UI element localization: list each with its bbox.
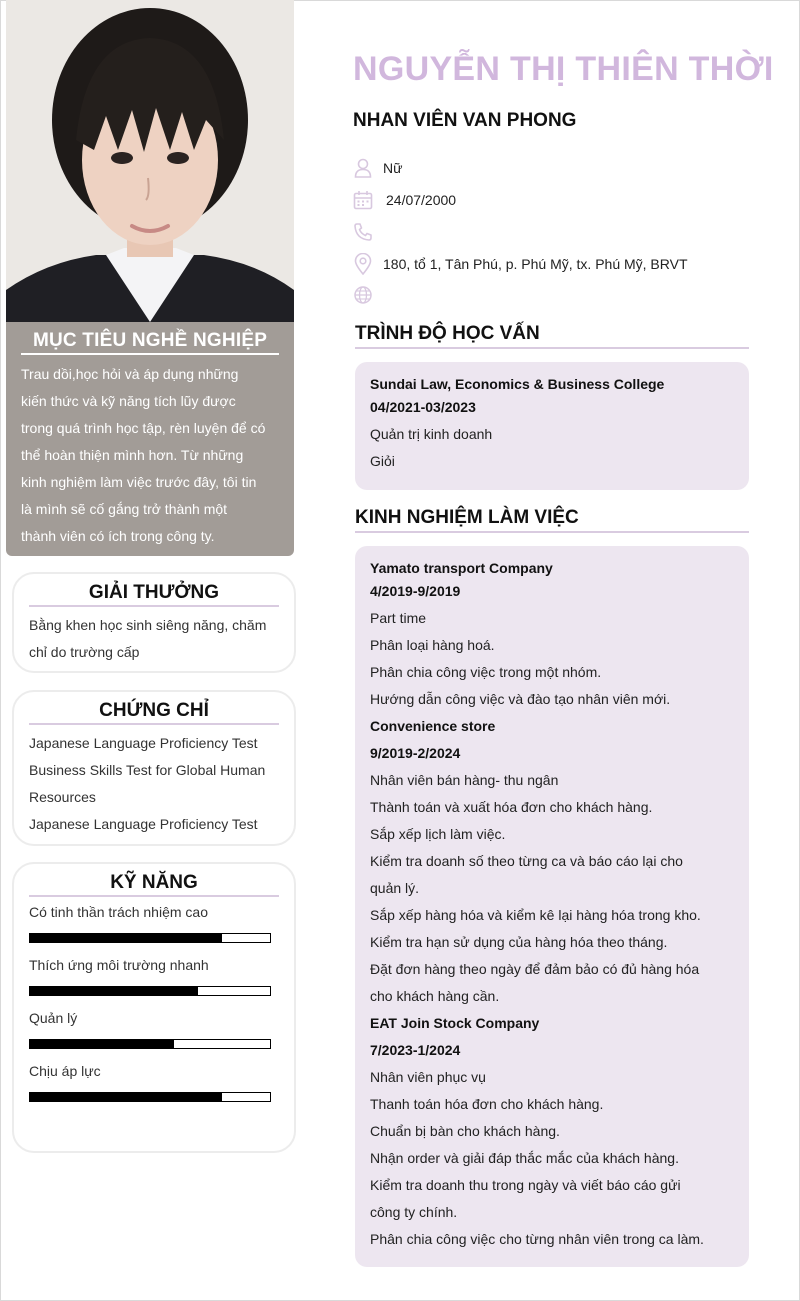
awards-line: Bằng khen học sinh siêng năng, chăm [29,617,267,633]
job-detail: Sắp xếp hàng hóa và kiểm kê lại hàng hóa trong kho. [370,907,701,923]
phone-row [353,220,383,244]
education-school: Sundai Law, Economics & Business College [370,376,665,392]
profile-photo [6,0,294,322]
job-company: Convenience store [370,718,496,734]
education-panel [355,362,749,490]
career-objective-line: kinh nghiệm làm việc trước đây, tôi tin [21,474,257,490]
portrait-image [6,0,294,322]
job-period: 9/2019-2/2024 [370,745,461,761]
skill-level-fill [30,1093,222,1101]
job-detail: Kiểm tra doanh số theo từng ca và báo cáo lại cho [370,853,683,869]
education-major: Quản trị kinh doanh [370,426,493,442]
skill-level-bar [29,1092,271,1102]
skill-level-fill [30,934,222,942]
career-objective-line: trong quá trình học tập, rèn luyện để có [21,420,266,436]
birthdate-row [353,188,456,212]
job-detail: cho khách hàng cần. [370,988,500,1004]
job-detail: Phân chia công việc cho từng nhân viên trong ca làm. [370,1231,704,1247]
job-detail: Đặt đơn hàng theo ngày để đảm bảo có đủ hàng hóa [370,961,700,977]
certificate-line: Resources [29,789,96,805]
skills-heading: KỸ NĂNG [29,872,279,897]
job-detail: công ty chính. [370,1204,458,1220]
calendar-icon [353,189,373,211]
job-detail: Nhân viên phục vụ [370,1069,486,1085]
awards-line: chỉ do trường cấp [29,644,140,660]
job-detail: Nhân viên bán hàng- thu ngân [370,772,559,788]
skill-level-bar [29,1039,271,1049]
skill-level-fill [30,987,198,995]
career-objective-line: là mình sẽ cố gắng trở thành một [21,501,228,517]
job-detail: Thanh toán hóa đơn cho khách hàng. [370,1096,604,1112]
person-icon [353,157,373,179]
birthdate-value: 24/07/2000 [386,192,457,208]
certificates-card [12,690,296,846]
job-detail: Sắp xếp lịch làm việc. [370,826,506,842]
address-value: 180, tổ 1, Tân Phú, p. Phú Mỹ, tx. Phú Mỹ, BRVT [383,256,688,272]
career-objective-line: kiến thức và kỹ năng tích lũy được [21,393,236,409]
job-detail: Hướng dẫn công việc và đào tạo nhân viên mới. [370,691,671,707]
job-detail: Nhận order và giải đáp thắc mắc của khách hàng. [370,1150,679,1166]
job-detail: Kiểm tra hạn sử dụng của hàng hóa theo tháng. [370,934,668,950]
career-objective-line: Trau dồi,học hỏi và áp dụng những [21,366,239,382]
job-period: 4/2019-9/2019 [370,583,461,599]
globe-icon [353,284,373,306]
job-title: NHAN VIÊN VAN PHONG [353,110,577,131]
gender-value: Nữ [383,160,403,176]
job-company: EAT Join Stock Company [370,1015,540,1031]
job-detail: Phân loại hàng hoá. [370,637,495,653]
phone-icon [353,221,373,243]
awards-heading: GIẢI THƯỞNG [29,582,279,607]
awards-card [12,572,296,673]
job-detail: Chuẩn bị bàn cho khách hàng. [370,1123,560,1139]
skill-name: Có tinh thần trách nhiệm cao [29,904,208,920]
job-detail: Part time [370,610,427,626]
skill-level-bar [29,986,271,996]
skill-name: Chịu áp lực [29,1063,101,1079]
education-heading: TRÌNH ĐỘ HỌC VẤN [355,323,749,349]
career-objective-heading: MỤC TIÊU NGHỀ NGHIỆP [21,330,279,355]
job-company: Yamato transport Company [370,560,553,576]
job-detail: Phân chia công việc trong một nhóm. [370,664,602,680]
career-objective-panel [6,322,294,556]
certificate-line: Japanese Language Proficiency Test [29,735,258,751]
skill-level-bar [29,933,271,943]
job-detail: quản lý. [370,880,420,896]
job-detail: Thành toán và xuất hóa đơn cho khách hàng. [370,799,653,815]
career-objective-line: thành viên có ích trong công ty. [21,528,215,544]
website-row [353,283,383,307]
education-grade: Giỏi [370,453,395,469]
location-pin-icon [353,253,373,275]
skill-level-fill [30,1040,174,1048]
certificates-heading: CHỨNG CHỈ [29,700,279,725]
address-row [353,252,688,276]
job-period: 7/2023-1/2024 [370,1042,461,1058]
experience-panel [355,546,749,1267]
education-period: 04/2021-03/2023 [370,399,476,415]
experience-heading: KINH NGHIỆM LÀM VIỆC [355,507,749,533]
skill-name: Thích ứng môi trường nhanh [29,957,209,973]
skill-name: Quản lý [29,1010,78,1026]
career-objective-line: thể hoàn thiện mình hơn. Từ những [21,447,244,463]
job-detail: Kiểm tra doanh thu trong ngày và viết báo cáo gửi [370,1177,681,1193]
certificate-line: Japanese Language Proficiency Test [29,816,258,832]
gender-row [353,156,402,180]
certificate-line: Business Skills Test for Global Human [29,762,266,778]
skills-card [12,862,296,1153]
candidate-name: NGUYỄN THỊ THIÊN THỜI [353,50,774,88]
